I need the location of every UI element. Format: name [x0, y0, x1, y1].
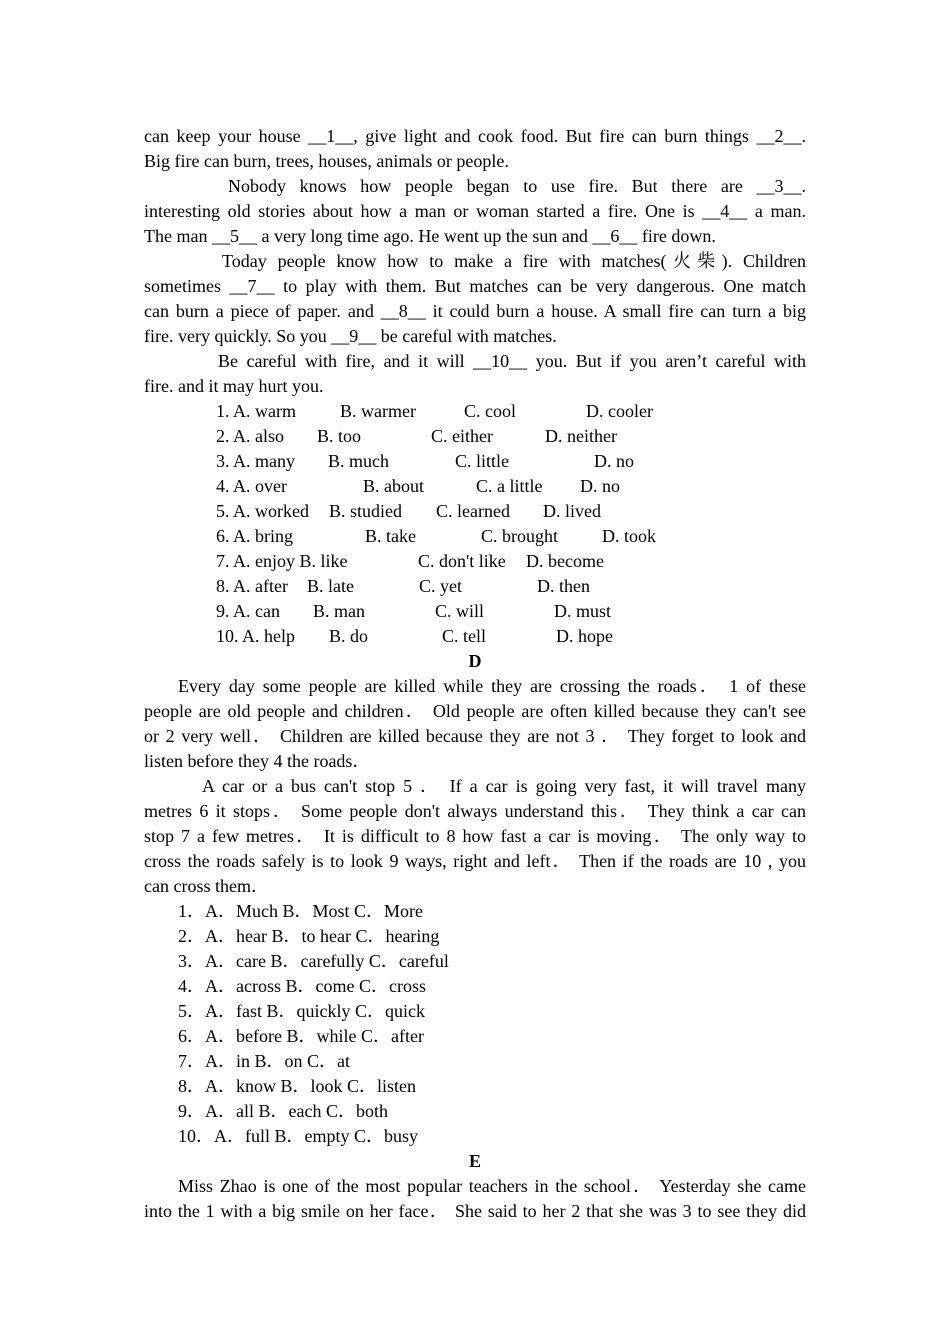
option: D. lived: [543, 501, 601, 521]
passage-line: sometimes __7__ to play with them. But matches can be very dangerous. One match: [144, 276, 806, 296]
option: 10. A. help: [216, 626, 295, 646]
question-row: [216, 624, 806, 649]
question-row: 10．A．full B．empty C．busy: [178, 1126, 419, 1146]
option: B. do: [329, 626, 369, 646]
question-row: [216, 499, 806, 524]
option: D. become: [526, 551, 604, 571]
option: D. neither: [545, 426, 617, 446]
option: 5. A. worked: [216, 501, 309, 521]
option: 7. A. enjoy B. like: [216, 551, 348, 571]
passage-line: Every day some people are killed while they are crossing the roads． 1 of these: [178, 676, 806, 696]
question-row: 3．A．care B．carefully C．careful: [178, 951, 449, 971]
option: 4. A. over: [216, 476, 287, 496]
question-row: [216, 599, 806, 624]
passage-line: Be careful with fire, and it will __10__ you. But if you aren’t careful with: [218, 351, 806, 371]
option: B. late: [307, 576, 354, 596]
option: C. cool: [464, 401, 516, 421]
option: 6. A. bring: [216, 526, 294, 546]
question-row: [216, 424, 806, 449]
passage-line: can keep your house __1__, give light and cook food. But fire can burn things __2__.: [144, 126, 806, 146]
option: C. brought: [481, 526, 559, 546]
passage-line: fire. very quickly. So you __9__ be careful with matches.: [144, 326, 557, 346]
question-row: [216, 449, 806, 474]
option: C. don't like: [418, 551, 506, 571]
option: B. studied: [329, 501, 403, 521]
passage-line: A car or a bus can't stop 5 ． If a car is going very fast, it will travel many: [202, 776, 806, 796]
option: 9. A. can: [216, 601, 280, 621]
question-row: 1．A．Much B．Most C．More: [178, 901, 424, 921]
document-page: [144, 124, 806, 1224]
option: C. either: [431, 426, 493, 446]
passage-line: Miss Zhao is one of the most popular teachers in the school． Yesterday she came: [178, 1176, 806, 1196]
passage-line: metres 6 it stops． Some people don't always understand this． They think a car can: [144, 801, 806, 821]
option: B. too: [317, 426, 362, 446]
option: D. no: [580, 476, 620, 496]
section-e-heading: E: [468, 1151, 481, 1171]
passage-line: into the 1 with a big smile on her face． She said to her 2 that she was 3 to see they did: [144, 1201, 806, 1221]
question-row: [216, 549, 806, 574]
question-row: 6．A．before B．while C．after: [178, 1026, 424, 1046]
section-d-heading: D: [468, 651, 482, 671]
option: B. take: [365, 526, 416, 546]
option: B. about: [363, 476, 424, 496]
passage-line: Today people know how to make a fire with matches(火柴). Children: [222, 251, 806, 271]
option: 3. A. many: [216, 451, 295, 471]
passage-line: can burn a piece of paper. and __8__ it could burn a house. A small fire can turn a big: [144, 301, 806, 321]
option: D. must: [554, 601, 612, 621]
section-d-passage: [144, 674, 806, 899]
question-row: [216, 474, 806, 499]
section-d-questions: [144, 899, 806, 1149]
option: C. learned: [436, 501, 510, 521]
option: C. will: [435, 601, 485, 621]
question-row: [216, 399, 806, 424]
passage-line: The man __5__ a very long time ago. He went up the sun and __6__ fire down.: [144, 226, 716, 246]
option: 1. A. warm: [216, 401, 296, 421]
option: D. took: [602, 526, 656, 546]
option: C. a little: [476, 476, 543, 496]
option: C. tell: [442, 626, 486, 646]
question-row: 2．A．hear B．to hear C．hearing: [178, 926, 440, 946]
option: B. warmer: [340, 401, 416, 421]
option: D. then: [537, 576, 590, 596]
passage-line: or 2 very well． Children are killed because they are not 3 ． They forget to look and: [144, 726, 806, 746]
question-row: [216, 574, 806, 599]
passage-line: fire. and it may hurt you.: [144, 376, 324, 396]
question-row: 9．A．all B．each C．both: [178, 1101, 388, 1121]
question-row: [216, 524, 806, 549]
option: 8. A. after: [216, 576, 288, 596]
section-c-passage: [144, 124, 806, 399]
option: D. hope: [556, 626, 613, 646]
option: C. little: [455, 451, 509, 471]
passage-line: can cross them．: [144, 876, 269, 896]
option: C. yet: [419, 576, 462, 596]
option: D. no: [594, 451, 634, 471]
passage-line: cross the roads safely is to look 9 ways, right and left． Then if the roads are 10 , you: [144, 851, 806, 871]
passage-line: stop 7 a few metres． It is difficult to 8 how fast a car is moving． The only way to: [144, 826, 806, 846]
section-c-questions: [144, 399, 806, 649]
option: 2. A. also: [216, 426, 285, 446]
option: D. cooler: [586, 401, 653, 421]
passage-line: Big fire can burn, trees, houses, animals or people.: [144, 151, 509, 171]
passage-line: people are old people and children． Old people are often killed because they can't see: [144, 701, 806, 721]
question-row: 4．A．across B．come C．cross: [178, 976, 426, 996]
passage-line: listen before they 4 the roads．: [144, 751, 371, 771]
question-row: 7．A．in B．on C．at: [178, 1051, 351, 1071]
question-row: 8．A．know B．look C．listen: [178, 1076, 417, 1096]
option: B. much: [328, 451, 389, 471]
passage-line: Nobody knows how people began to use fire. But there are __3__.: [228, 176, 806, 196]
section-e-passage: [144, 1174, 806, 1224]
passage-line: interesting old stories about how a man or woman started a fire. One is __4__ a man.: [144, 201, 806, 221]
option: B. man: [313, 601, 365, 621]
question-row: 5．A．fast B．quickly C．quick: [178, 1001, 425, 1021]
